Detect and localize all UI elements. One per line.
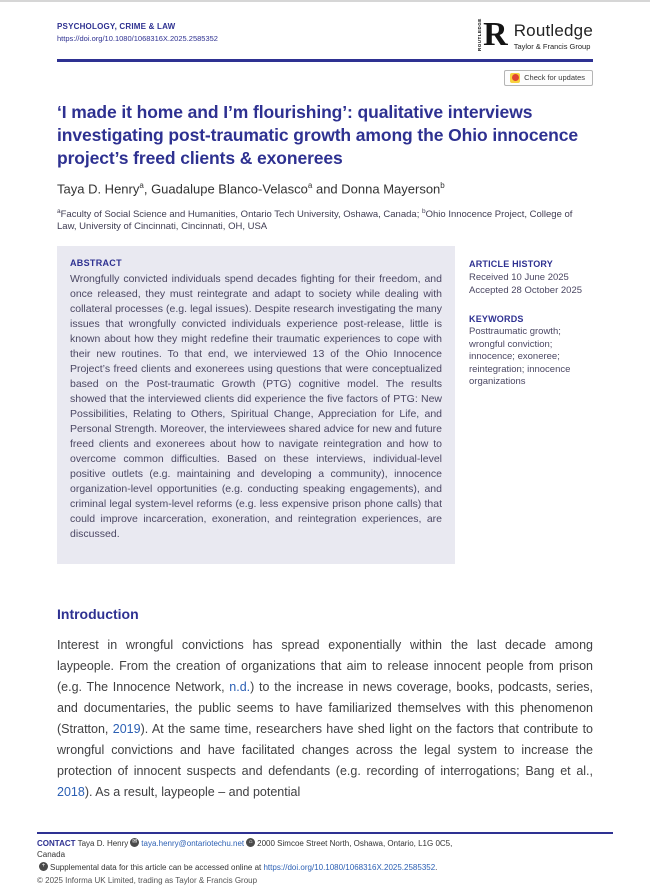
footer-rule [37, 832, 613, 834]
email-icon: ✉ [132, 839, 138, 845]
supplemental-doi-link[interactable]: https://doi.org/10.1080/1068316X.2025.2585352 [263, 863, 436, 872]
affiliations: $^a$Faculty of Social Science and Humanities, Ontario Tech University, Oshawa, Canada; $^b$Ohio Innocence Project, College of Law, University of Cincinnati, Cincinnati, OH, USA [57, 208, 573, 233]
citation-link[interactable]: 2019 [112, 722, 141, 737]
author-affiliation-mark: b [440, 181, 445, 190]
contact-country: Canada [37, 849, 66, 859]
page-footer [37, 832, 613, 886]
publisher-name: Routledge [513, 21, 593, 40]
introduction-heading: Introduction [57, 606, 139, 623]
received-date: Received 10 June 2025 [469, 271, 569, 283]
address-icon: ⌂ [246, 838, 255, 847]
supplemental-line: + Supplemental data for this article can be accessed online at https://doi.org/10.1080/1068316X.2025.2585352. [37, 862, 613, 874]
routledge-logo [477, 18, 593, 52]
page-header [57, 16, 593, 53]
routledge-vertical-text: ROUTLEDGE [477, 18, 483, 52]
abstract-heading: ABSTRACT [70, 258, 122, 269]
supplemental-icon: + [39, 862, 48, 871]
author-name: Taya D. Henry [57, 181, 140, 197]
abstract-box [57, 246, 455, 564]
article-title: ‘I made it home and I’m flourishing’: qualitative interviews investigating post-traumatic growth among the Ohio innocence project’s freed clients & exonerees [57, 102, 578, 168]
author-name: Guadalupe Blanco-Velasco [151, 181, 308, 197]
contact-address: 2000 Simcoe Street North, Oshawa, Ontario, L1G 0C5, [257, 839, 453, 848]
contact-name: Taya D. Henry [77, 839, 129, 848]
abstract-text: Wrongfully convicted individuals spend decades fighting for their freedom, and once released, they must reintegrate and adapt to society while dealing with collateral processes (e.g. legal issues). Despite research investigating the many issues that wrongfully convicted individuals experience post-release, little is known about how they might redefine their traumatic experiences to cope with their new routines. To that end, we interviewed 13 of the Ohio Innocence Project’s freed clients and exonerees using questions that were conceptualized based on the Post-traumatic Growth (PTG) cognitive model. The results showed that the interviewed clients did experience the five factors of PTG: New Possibilities, Relating to Others, Spiritual Change, Appreciation for Life, and Personal Strength. Moreover, the interviewees shared advice for new and future freed clients and exonerees about how to navigate reintegration and how to overcome common difficulties. Based on these interviews, individual-level positive outlets (e.g. maintaining and developing a community), innocence organization-level opportunities (e.g. conducting speaking engagements), and criminal legal system-level reforms (e.g. less expensive prison phone calls) that could improve incarceration, exoneration, and reintegration experiences, are discussed. [70, 273, 442, 541]
citation-link[interactable]: n.d. [229, 680, 251, 695]
author-line: Taya D. Henry$^a$, Guadalupe Blanco-Velasco$^a$ and Donna Mayerson$^b$ [57, 181, 445, 197]
article-meta-column [455, 246, 593, 564]
accepted-date: Accepted 28 October 2025 [469, 285, 583, 297]
citation-link[interactable]: 2018 [57, 785, 85, 800]
check-for-updates-button[interactable] [504, 70, 593, 86]
journal-doi: https://doi.org/10.1080/1068316X.2025.2585352 [57, 34, 218, 43]
article-history-heading: ARTICLE HISTORY [469, 259, 554, 270]
author-affiliation-mark: a [139, 181, 144, 190]
routledge-r-mark: R [483, 16, 508, 53]
check-for-updates-label: Check for updates [524, 73, 585, 82]
publisher-group: Taylor & Francis Group [513, 42, 591, 51]
journal-name: PSYCHOLOGY, CRIME & LAW [57, 22, 176, 31]
journal-block [57, 22, 218, 43]
keywords-heading: KEYWORDS [469, 313, 524, 324]
introduction-paragraph: Interest in wrongful convictions has spread exponentially within the last decade among laypeople. From the creation of organizations that aim to release innocent people from prison (e.g. The Innocence Network, n.d.) to the increase in news coverage, books, podcasts, series, and documentaries, the public seems to have familiarized themselves with this phenomenon (Stratton, 2019). At the same time, researchers have shed light on the factors that contribute to wrongful convictions and have facilitated changes across the legal system to increase the protection of innocent suspects and defendants (e.g. recording of interrogations; Bang et al., 2018). As a result, laypeople – and potential [57, 638, 594, 800]
contact-email-link[interactable]: taya.henry@ontariotechu.net [141, 839, 245, 848]
copyright-line: © 2025 Informa UK Limited, trading as Taylor & Francis Group [37, 875, 258, 885]
crossmark-icon [510, 73, 520, 83]
author-affiliation-mark: a [307, 181, 313, 190]
contact-label: CONTACT [37, 839, 76, 848]
author-name: Donna Mayerson [341, 181, 441, 197]
keywords-list: Posttraumatic growth; wrongful conviction; innocence; exoneree; reintegration; innocence organizations [469, 326, 571, 388]
header-rule [57, 59, 593, 62]
contact-line [37, 838, 613, 860]
